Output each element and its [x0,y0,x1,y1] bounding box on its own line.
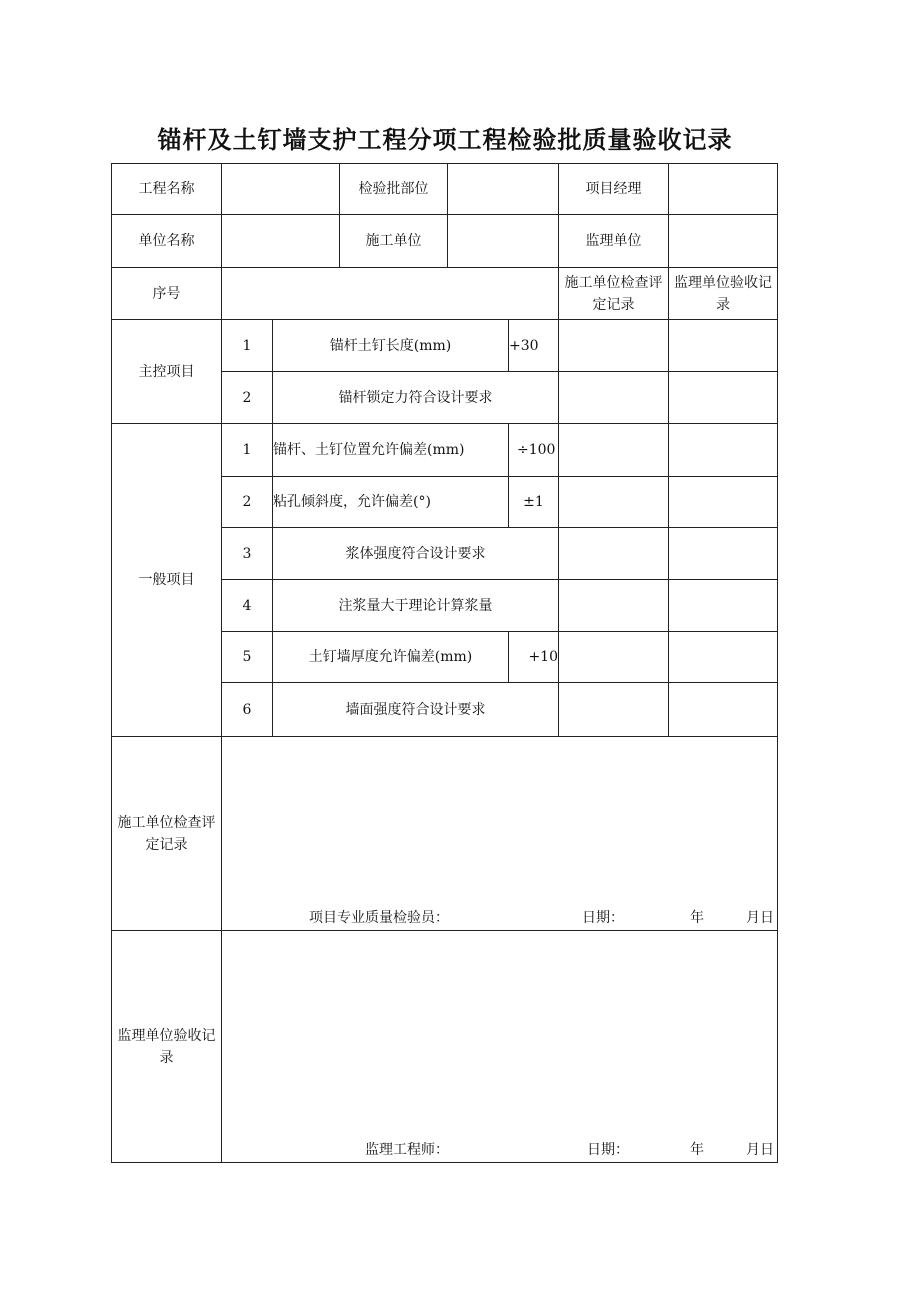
construction-check-cell[interactable] [559,320,669,372]
item-number: 2 [222,372,273,424]
supervision-record-label: 监理单位验收记录 [112,931,222,1163]
supervision-unit-field[interactable] [669,215,778,268]
page-title: 锚杆及土钉墙支护工程分项工程检验批质量验收记录 [157,126,733,154]
supervision-accept-cell[interactable] [669,424,778,477]
item-number: 1 [222,424,273,477]
construction-unit-field[interactable] [448,215,559,268]
item-number: 1 [222,320,273,372]
construction-record-area[interactable] [222,737,778,931]
unit-name-label: 单位名称 [112,215,222,268]
item-tolerance: ÷100 [509,424,559,477]
main-control-label: 主控项目 [112,320,222,424]
item-description: 注浆量大于理论计算浆量 [273,580,559,632]
supervision-unit-label: 监理单位 [559,215,669,268]
item-tolerance: ±1 [509,477,559,528]
supervision-accept-cell[interactable] [669,580,778,632]
supervision-accept-cell[interactable] [669,320,778,372]
year-label: 年 [690,1142,704,1158]
construction-check-cell[interactable] [559,424,669,477]
item-description: 土钉墙厚度允许偏差(mm) [273,632,509,683]
project-name-field[interactable] [222,164,340,215]
header-row-3 [112,268,778,320]
supervision-accept-cell[interactable] [669,372,778,424]
item-number: 4 [222,580,273,632]
seq-label: 序号 [112,268,222,320]
date-label: 日期： [582,910,624,926]
construction-unit-label: 施工单位 [340,215,448,268]
supervision-engineer-label: 监理工程师： [365,1142,449,1158]
construction-check-cell[interactable] [559,683,669,737]
item-description: 锚杆、土钉位置允许偏差(mm) [273,424,509,477]
supervision-accept-cell[interactable] [669,683,778,737]
construction-record-row [112,737,778,931]
main-control-row [112,320,778,372]
supervision-accept-cell[interactable] [669,528,778,580]
construction-check-cell[interactable] [559,528,669,580]
project-name-label: 工程名称 [112,164,222,215]
item-description: 锚杆土钉长度(mm) [273,320,509,372]
construction-check-cell[interactable] [559,372,669,424]
supervision-record-row [112,931,778,1163]
date-label: 日期： [587,1142,629,1158]
year-label: 年 [690,910,704,926]
construction-record-label: 施工单位检查评定记录 [112,737,222,931]
item-tolerance: +30 [509,320,559,372]
item-description: 浆体强度符合设计要求 [273,528,559,580]
general-label: 一般项目 [112,424,222,737]
month-day-label: 月日 [746,1142,774,1158]
construction-check-cell[interactable] [559,580,669,632]
item-number: 5 [222,632,273,683]
supervision-accept-header: 监理单位验收记录 [669,268,778,320]
construction-check-cell[interactable] [559,477,669,528]
unit-name-field[interactable] [222,215,340,268]
supervision-accept-cell[interactable] [669,632,778,683]
inspection-part-label: 检验批部位 [340,164,448,215]
item-description: 墙面强度符合设计要求 [273,683,559,737]
header-row-1 [112,164,778,215]
construction-check-cell[interactable] [559,632,669,683]
project-manager-field[interactable] [669,164,778,215]
item-description: 锚杆锁定力符合设计要求 [273,372,559,424]
item-number: 3 [222,528,273,580]
supervision-record-area[interactable] [222,931,778,1163]
month-day-label: 月日 [746,910,774,926]
project-manager-label: 项目经理 [559,164,669,215]
seq-content [222,268,559,320]
item-description: 粘孔倾斜度，允许偏差(°) [273,477,509,528]
item-number: 6 [222,683,273,737]
acceptance-form-table [111,163,778,1163]
item-tolerance: +10 [509,632,559,683]
quality-inspector-label: 项目专业质量检验员： [309,910,449,926]
inspection-part-field[interactable] [448,164,559,215]
supervision-accept-cell[interactable] [669,477,778,528]
item-number: 2 [222,477,273,528]
construction-check-header: 施工单位检查评定记录 [559,268,669,320]
header-row-2 [112,215,778,268]
general-row [112,424,778,477]
